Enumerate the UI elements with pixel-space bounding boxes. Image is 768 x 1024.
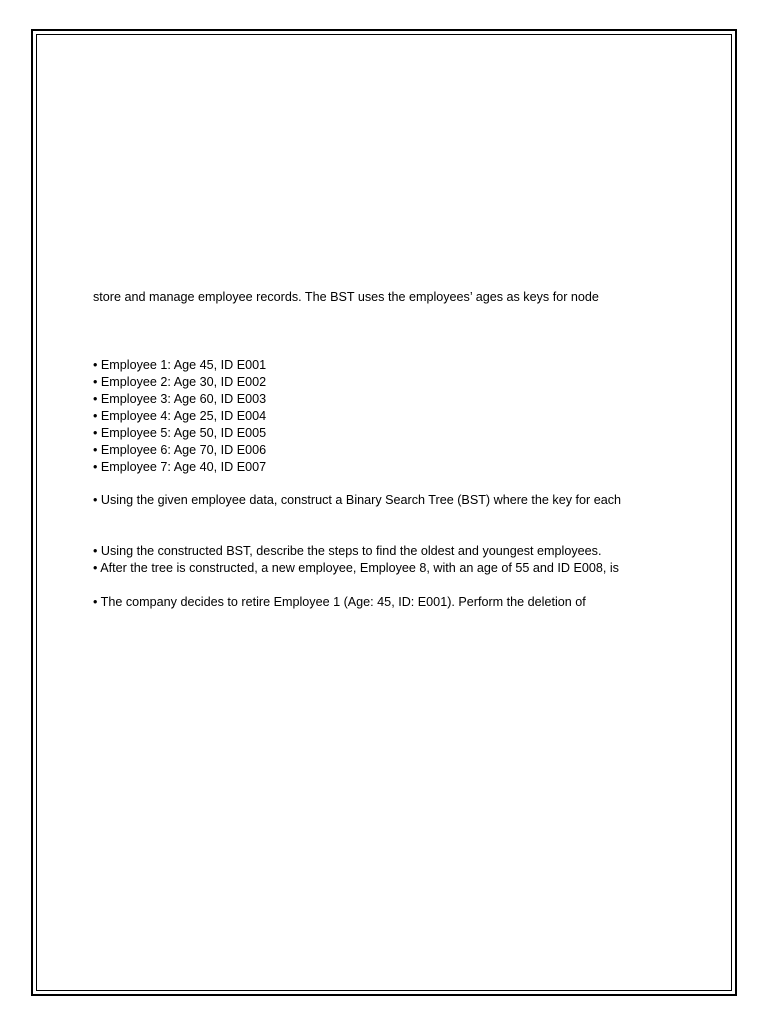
question-delete-employee-1: • The company decides to retire Employee 1 (Age: 45, ID: E001). Perform the deletion of (93, 595, 586, 609)
employee-item-5: • Employee 5: Age 50, ID E005 (93, 426, 267, 440)
employee-item-7: • Employee 7: Age 40, ID E007 (93, 460, 267, 474)
intro-line: store and manage employee records. The BST uses the employees’ ages as keys for node (93, 290, 599, 304)
question-find-oldest-youngest: • Using the constructed BST, describe the steps to find the oldest and youngest employees. (93, 544, 602, 558)
page-border-inner (36, 34, 732, 991)
employee-item-2: • Employee 2: Age 30, ID E002 (93, 375, 267, 389)
employee-item-6: • Employee 6: Age 70, ID E006 (93, 443, 267, 457)
employee-item-3: • Employee 3: Age 60, ID E003 (93, 392, 267, 406)
question-insert-employee-8: • After the tree is constructed, a new employee, Employee 8, with an age of 55 and ID E008, is (93, 561, 619, 575)
employee-item-1: • Employee 1: Age 45, ID E001 (93, 358, 267, 372)
question-construct-bst: • Using the given employee data, construct a Binary Search Tree (BST) where the key for each (93, 493, 622, 507)
employee-item-4: • Employee 4: Age 25, ID E004 (93, 409, 267, 423)
